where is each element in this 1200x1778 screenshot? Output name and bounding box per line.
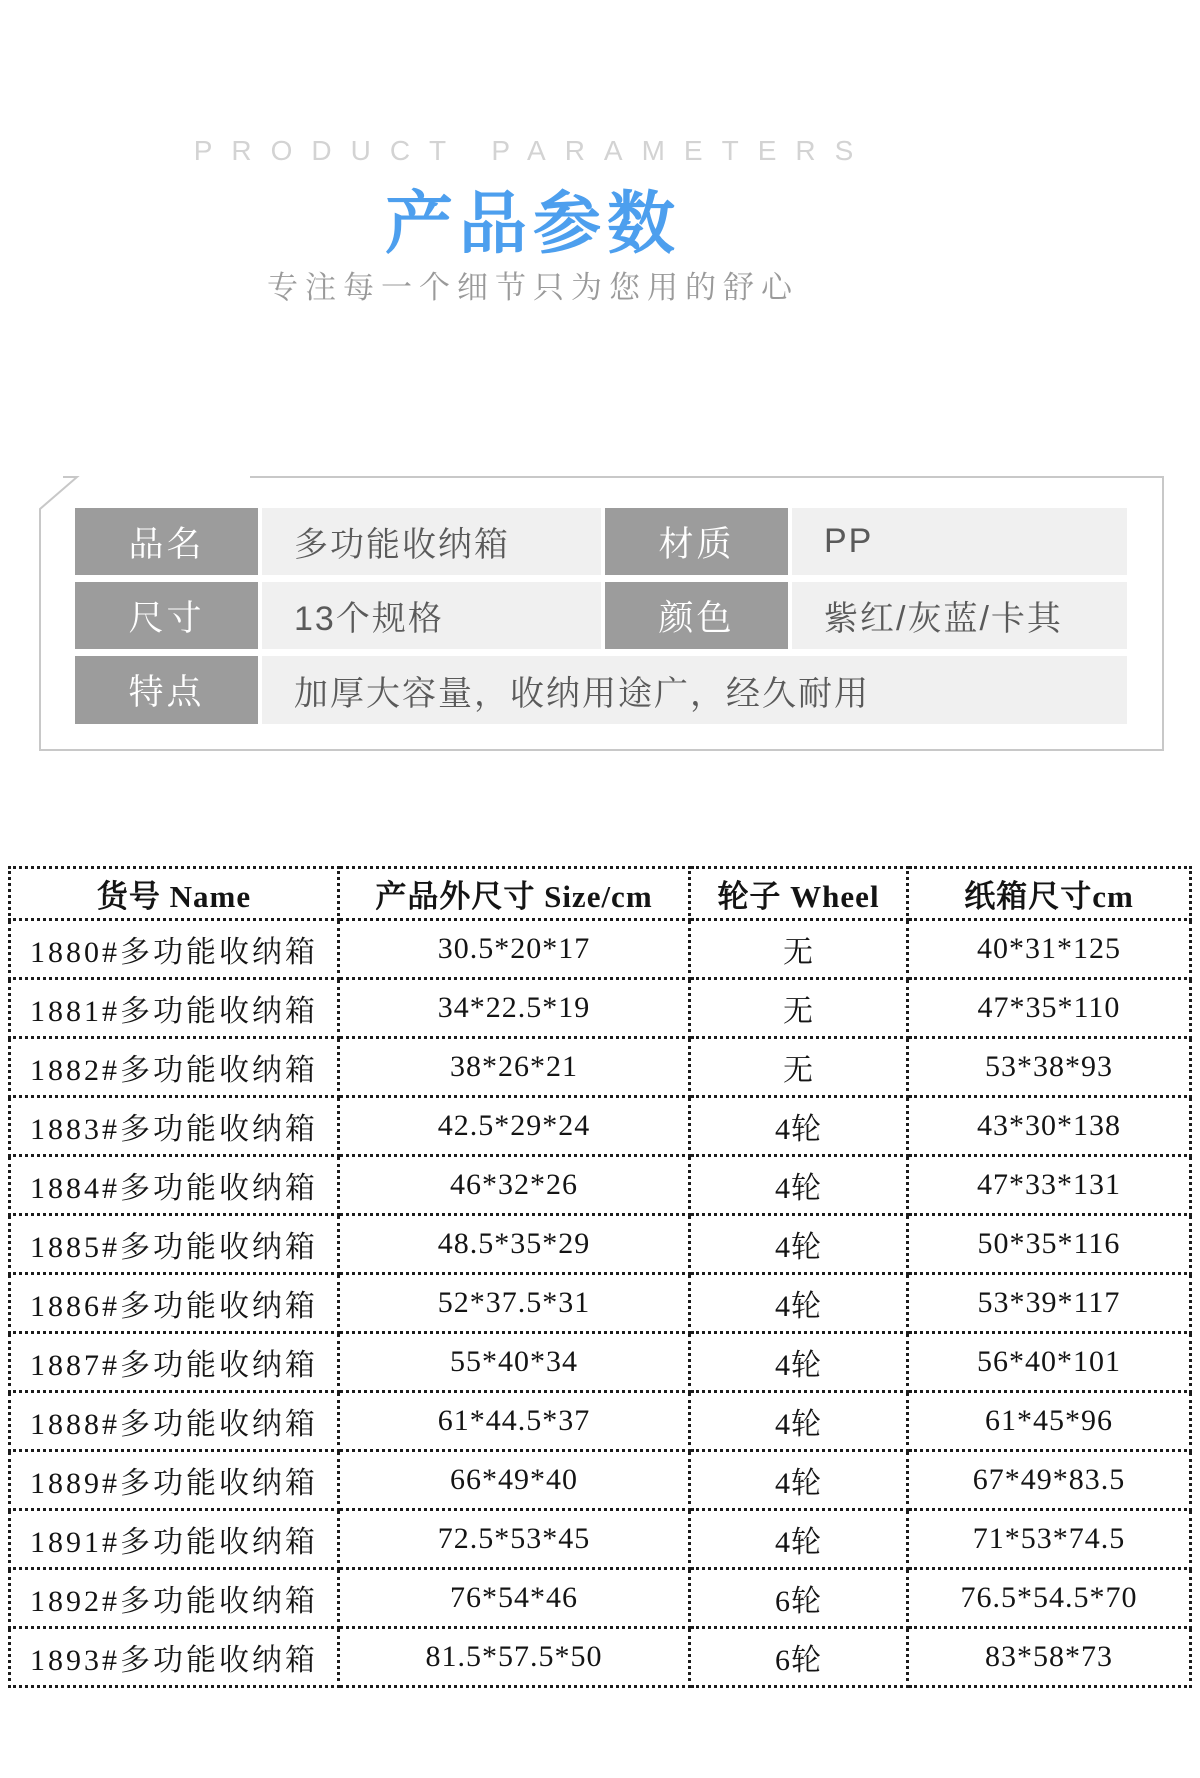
table-row	[10, 1215, 1191, 1274]
table-row	[10, 1038, 1191, 1097]
size-cell: 76*54*46	[339, 1569, 690, 1628]
size-cell: 48.5*35*29	[339, 1215, 690, 1274]
spec-value-feature: 加厚大容量，收纳用途广，经久耐用	[262, 656, 1127, 724]
size-cell: 55*40*34	[339, 1333, 690, 1392]
product-name-cell: 1888#多功能收纳箱	[10, 1392, 339, 1451]
carton-cell: 61*45*96	[908, 1392, 1191, 1451]
carton-cell: 76.5*54.5*70	[908, 1569, 1191, 1628]
size-cell: 46*32*26	[339, 1156, 690, 1215]
header-carton: 纸箱尺寸cm	[908, 868, 1191, 920]
spec-label-size: 尺寸	[75, 582, 258, 649]
table-row	[10, 979, 1191, 1038]
table-row	[10, 1628, 1191, 1687]
wheel-cell: 4轮	[690, 1215, 908, 1274]
carton-cell: 50*35*116	[908, 1215, 1191, 1274]
wheel-cell: 无	[690, 920, 908, 979]
size-cell: 81.5*57.5*50	[339, 1628, 690, 1687]
spec-value-product-name: 多功能收纳箱	[262, 508, 601, 575]
size-cell: 72.5*53*45	[339, 1510, 690, 1569]
wheel-cell: 4轮	[690, 1097, 908, 1156]
wheel-cell: 6轮	[690, 1628, 908, 1687]
table-row	[10, 1333, 1191, 1392]
product-name-cell: 1892#多功能收纳箱	[10, 1569, 339, 1628]
size-cell: 38*26*21	[339, 1038, 690, 1097]
product-name-cell: 1893#多功能收纳箱	[10, 1628, 339, 1687]
carton-cell: 47*35*110	[908, 979, 1191, 1038]
product-name-cell: 1889#多功能收纳箱	[10, 1451, 339, 1510]
carton-cell: 71*53*74.5	[908, 1510, 1191, 1569]
table-row	[10, 920, 1191, 979]
page-subtitle: 专注每一个细节只为您用的舒心	[267, 270, 799, 305]
table-row	[10, 1510, 1191, 1569]
size-cell: 52*37.5*31	[339, 1274, 690, 1333]
product-name-cell: 1885#多功能收纳箱	[10, 1215, 339, 1274]
carton-cell: 40*31*125	[908, 920, 1191, 979]
carton-cell: 43*30*138	[908, 1097, 1191, 1156]
wheel-cell: 6轮	[690, 1569, 908, 1628]
header-wheel: 轮子 Wheel	[690, 868, 908, 920]
product-name-cell: 1886#多功能收纳箱	[10, 1274, 339, 1333]
carton-cell: 83*58*73	[908, 1628, 1191, 1687]
table-row	[10, 1569, 1191, 1628]
wheel-cell: 无	[690, 1038, 908, 1097]
table-row	[10, 1451, 1191, 1510]
size-cell: 30.5*20*17	[339, 920, 690, 979]
table-header-row	[10, 868, 1191, 920]
carton-cell: 67*49*83.5	[908, 1451, 1191, 1510]
carton-cell: 56*40*101	[908, 1333, 1191, 1392]
wheel-cell: 4轮	[690, 1156, 908, 1215]
spec-label-product-name: 品名	[75, 508, 258, 575]
spec-table	[8, 866, 1192, 1688]
product-name-cell: 1881#多功能收纳箱	[10, 979, 339, 1038]
spec-label-feature: 特点	[75, 656, 258, 724]
product-name-cell: 1882#多功能收纳箱	[10, 1038, 339, 1097]
product-name-cell: 1884#多功能收纳箱	[10, 1156, 339, 1215]
product-name-cell: 1883#多功能收纳箱	[10, 1097, 339, 1156]
product-name-cell: 1891#多功能收纳箱	[10, 1510, 339, 1569]
carton-cell: 47*33*131	[908, 1156, 1191, 1215]
wheel-cell: 4轮	[690, 1510, 908, 1569]
table-row	[10, 1156, 1191, 1215]
page-title: 产品参数	[384, 186, 681, 262]
size-cell: 66*49*40	[339, 1451, 690, 1510]
header-name: 货号 Name	[10, 868, 339, 920]
size-cell: 42.5*29*24	[339, 1097, 690, 1156]
size-cell: 61*44.5*37	[339, 1392, 690, 1451]
table-row	[10, 1274, 1191, 1333]
header-size: 产品外尺寸 Size/cm	[339, 868, 690, 920]
carton-cell: 53*38*93	[908, 1038, 1191, 1097]
product-name-cell: 1887#多功能收纳箱	[10, 1333, 339, 1392]
wheel-cell: 4轮	[690, 1274, 908, 1333]
wheel-cell: 4轮	[690, 1392, 908, 1451]
eyebrow-text: PRODUCT PARAMETERS	[193, 135, 873, 166]
carton-cell: 53*39*117	[908, 1274, 1191, 1333]
spec-value-material: PP	[792, 508, 1127, 575]
wheel-cell: 4轮	[690, 1451, 908, 1510]
spec-label-color: 颜色	[605, 582, 788, 649]
product-name-cell: 1880#多功能收纳箱	[10, 920, 339, 979]
size-cell: 34*22.5*19	[339, 979, 690, 1038]
spec-value-color: 紫红/灰蓝/卡其	[792, 582, 1127, 649]
table-row	[10, 1097, 1191, 1156]
spec-label-material: 材质	[605, 508, 788, 575]
wheel-cell: 4轮	[690, 1333, 908, 1392]
spec-value-size: 13个规格	[262, 582, 601, 649]
wheel-cell: 无	[690, 979, 908, 1038]
table-row	[10, 1392, 1191, 1451]
